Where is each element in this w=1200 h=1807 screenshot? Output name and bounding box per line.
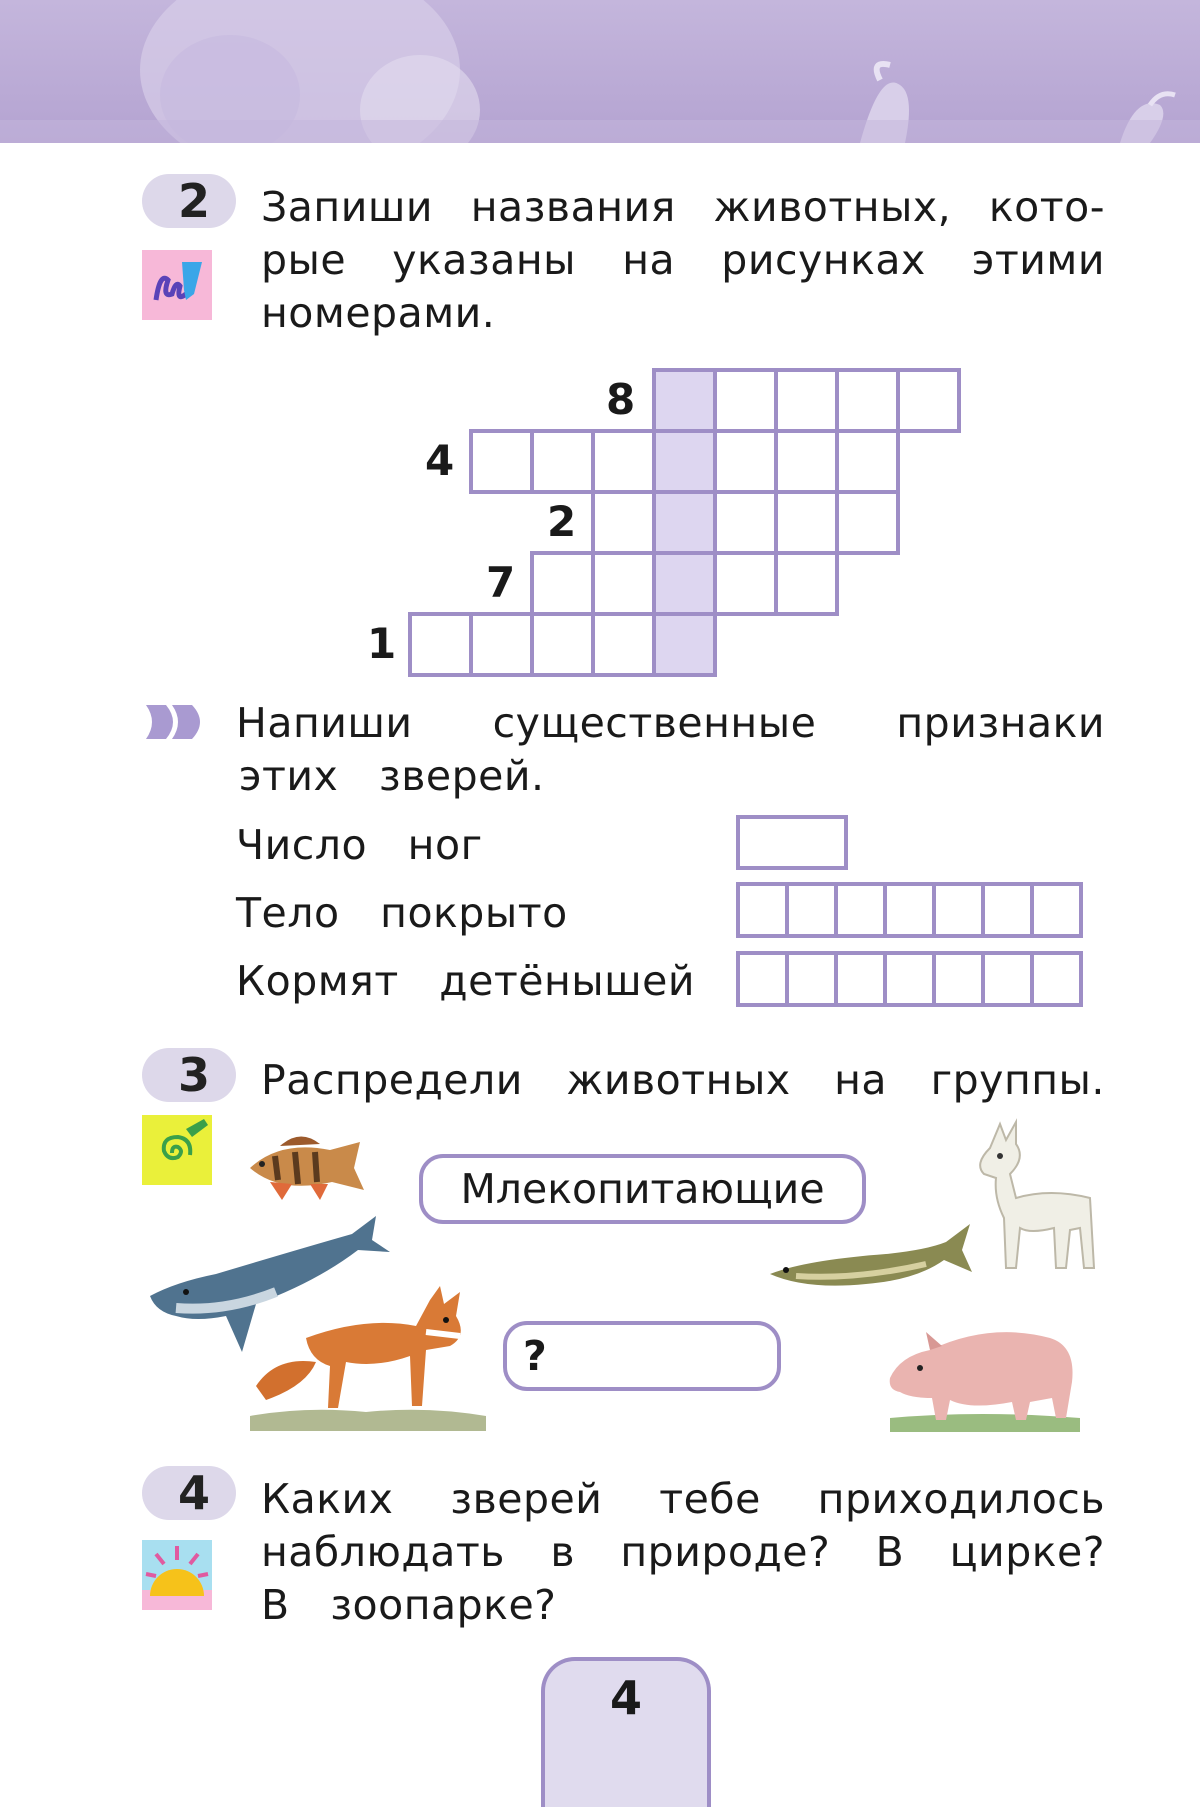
feature-feeding-label: Кормят детёнышей bbox=[236, 957, 696, 1005]
crossword-cell[interactable] bbox=[530, 429, 595, 494]
subtask-line-2 bbox=[239, 749, 545, 803]
crossword-cell[interactable] bbox=[530, 551, 595, 616]
crossword-cell[interactable] bbox=[591, 612, 656, 677]
crossword-cell[interactable] bbox=[774, 490, 839, 555]
crossword-cell[interactable] bbox=[652, 612, 717, 677]
task-2-line-3 bbox=[261, 286, 495, 340]
crossword-cell[interactable] bbox=[713, 551, 778, 616]
word: животных, bbox=[713, 183, 952, 231]
word: животных bbox=[566, 1056, 791, 1104]
answer-cell[interactable] bbox=[785, 882, 838, 938]
body-answer-cells bbox=[736, 882, 1083, 938]
crossword-cell[interactable] bbox=[713, 429, 778, 494]
word: группы. bbox=[930, 1056, 1105, 1104]
header-banner bbox=[0, 0, 1200, 143]
word: Каких bbox=[261, 1475, 394, 1523]
word: названия bbox=[470, 183, 676, 231]
feeding-answer-cells bbox=[736, 951, 1083, 1007]
crossword-cell[interactable] bbox=[469, 429, 534, 494]
answer-cell[interactable] bbox=[883, 951, 936, 1007]
double-arrow-icon bbox=[142, 703, 212, 741]
clue-number-8: 8 bbox=[606, 375, 636, 424]
word: рые bbox=[261, 236, 347, 284]
crossword-cell[interactable] bbox=[713, 368, 778, 433]
word: кото- bbox=[988, 183, 1105, 231]
word: этими bbox=[971, 236, 1105, 284]
answer-cell[interactable] bbox=[1030, 882, 1083, 938]
word: в bbox=[550, 1528, 575, 1576]
feature-legs-label: Число ног bbox=[236, 821, 483, 869]
page-number: 4 bbox=[541, 1657, 711, 1807]
word: этих bbox=[239, 752, 339, 800]
unknown-group-box[interactable] bbox=[503, 1321, 781, 1391]
answer-cell[interactable] bbox=[1030, 951, 1083, 1007]
task-3-line-1 bbox=[261, 1053, 1105, 1107]
crossword-cell[interactable] bbox=[469, 612, 534, 677]
crossword-cell[interactable] bbox=[408, 612, 473, 677]
word: Напиши bbox=[236, 699, 413, 747]
mammals-label: Млекопитающие bbox=[460, 1165, 825, 1213]
pen-icon bbox=[142, 250, 212, 320]
word: приходилось bbox=[817, 1475, 1105, 1523]
word: цирке? bbox=[949, 1528, 1105, 1576]
fox-illustration bbox=[246, 1276, 491, 1435]
banner-animals-illustration bbox=[0, 0, 1200, 143]
answer-cell[interactable] bbox=[981, 951, 1034, 1007]
perch-fish-illustration bbox=[240, 1128, 380, 1207]
crossword-cell[interactable] bbox=[591, 490, 656, 555]
word: зоопарке? bbox=[330, 1581, 557, 1629]
goat-illustration bbox=[970, 1118, 1110, 1282]
word: рисунках bbox=[721, 236, 926, 284]
word: зверей. bbox=[378, 752, 545, 800]
answer-cell[interactable] bbox=[736, 951, 789, 1007]
feature-body-label: Тело покрыто bbox=[236, 889, 568, 937]
task-2-number: 2 bbox=[142, 174, 236, 228]
crossword-cell[interactable] bbox=[591, 429, 656, 494]
crossword-cell[interactable] bbox=[652, 368, 717, 433]
crossword-cell[interactable] bbox=[835, 368, 900, 433]
word: указаны bbox=[392, 236, 577, 284]
answer-cell[interactable] bbox=[883, 882, 936, 938]
word: существенные bbox=[492, 699, 817, 747]
answer-cell[interactable] bbox=[932, 882, 985, 938]
legs-answer-box[interactable] bbox=[736, 815, 848, 870]
crossword-cell[interactable] bbox=[835, 490, 900, 555]
crossword-cell[interactable] bbox=[774, 551, 839, 616]
word: признаки bbox=[896, 699, 1105, 747]
task-4-line-2 bbox=[261, 1525, 1105, 1579]
word: В bbox=[875, 1528, 905, 1576]
word: на bbox=[622, 236, 676, 284]
word: Распредели bbox=[261, 1056, 523, 1104]
subtask-line-1 bbox=[236, 696, 1105, 750]
task-3-number: 3 bbox=[142, 1048, 236, 1102]
word: на bbox=[834, 1056, 888, 1104]
answer-cell[interactable] bbox=[834, 882, 887, 938]
answer-cell[interactable] bbox=[834, 951, 887, 1007]
clue-number-4: 4 bbox=[425, 436, 455, 485]
word: Запиши bbox=[261, 183, 434, 231]
answer-cell[interactable] bbox=[785, 951, 838, 1007]
word: В bbox=[261, 1581, 290, 1629]
word: наблюдать bbox=[261, 1528, 505, 1576]
task-4-number: 4 bbox=[142, 1466, 236, 1520]
crossword-cell[interactable] bbox=[713, 490, 778, 555]
crossword-cell[interactable] bbox=[652, 490, 717, 555]
task-4-line-1 bbox=[261, 1472, 1105, 1526]
crossword-cell[interactable] bbox=[774, 429, 839, 494]
crossword-cell[interactable] bbox=[896, 368, 961, 433]
crossword-cell[interactable] bbox=[591, 551, 656, 616]
crossword-cell[interactable] bbox=[774, 368, 839, 433]
answer-cell[interactable] bbox=[932, 951, 985, 1007]
word: природе? bbox=[620, 1528, 831, 1576]
clue-number-2: 2 bbox=[547, 497, 577, 546]
word: тебе bbox=[659, 1475, 761, 1523]
crossword-cell[interactable] bbox=[530, 612, 595, 677]
answer-cell[interactable] bbox=[981, 882, 1034, 938]
mammals-group-box[interactable] bbox=[419, 1154, 866, 1224]
task-4-line-3 bbox=[261, 1578, 556, 1632]
word: зверей bbox=[450, 1475, 603, 1523]
clue-number-1: 1 bbox=[367, 619, 397, 668]
pig-illustration bbox=[880, 1302, 1085, 1436]
spiral-pencil-icon bbox=[142, 1115, 212, 1185]
crossword-cell[interactable] bbox=[652, 429, 717, 494]
task-2-line-1 bbox=[261, 180, 1105, 234]
crossword-cell[interactable] bbox=[835, 429, 900, 494]
sun-icon bbox=[142, 1540, 212, 1610]
crossword-cell[interactable] bbox=[652, 551, 717, 616]
answer-cell[interactable] bbox=[736, 882, 789, 938]
word: номерами. bbox=[261, 289, 496, 337]
task-2-line-2 bbox=[261, 233, 1105, 287]
pike-illustration bbox=[766, 1220, 976, 1304]
question-mark: ? bbox=[523, 1332, 547, 1380]
clue-number-7: 7 bbox=[486, 558, 516, 607]
